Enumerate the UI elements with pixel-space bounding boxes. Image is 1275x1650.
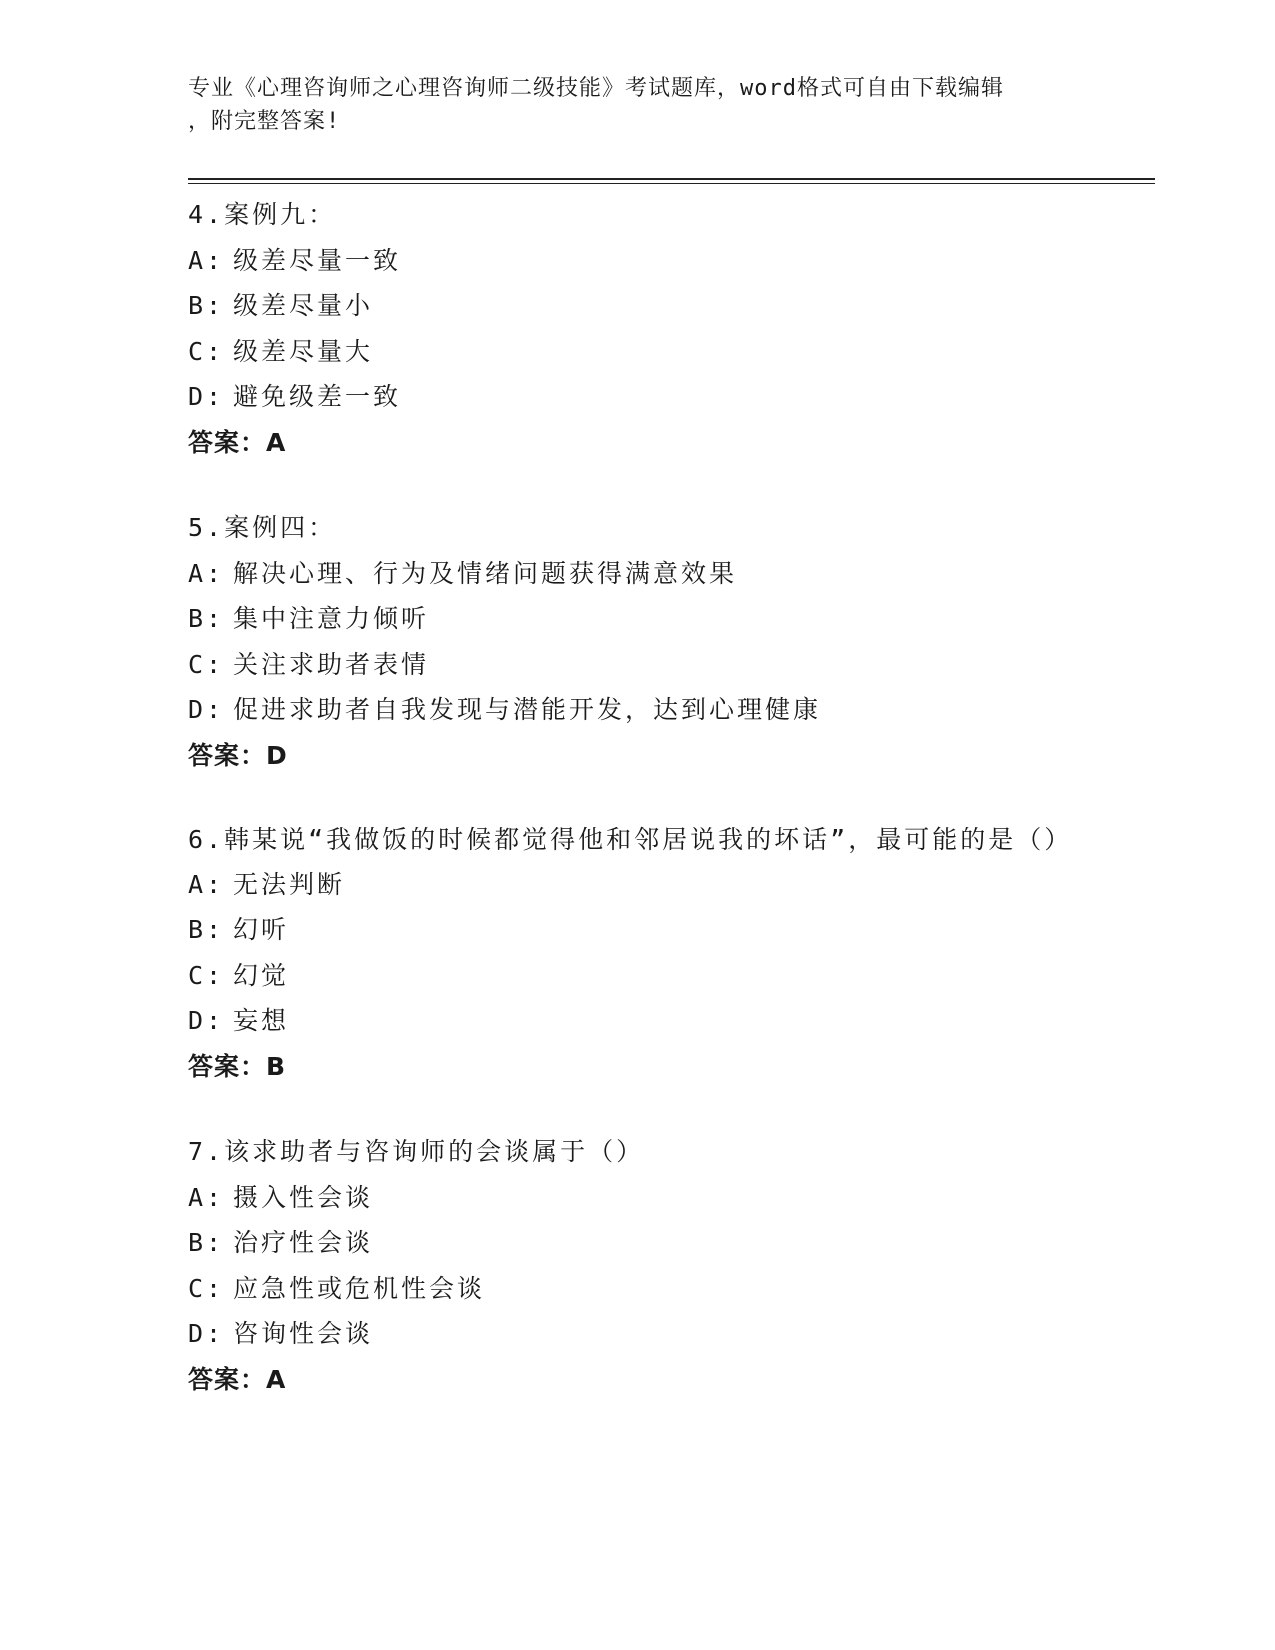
option-d: [188, 1311, 1088, 1357]
option-letter: C:: [188, 1273, 225, 1303]
header-line-1: 专业《心理咨询师之心理咨询师二级技能》考试题库，word格式可自由下载编辑: [188, 76, 1004, 101]
option-text: 级差尽量小: [233, 291, 374, 320]
option-text: 关注求助者表情: [233, 649, 430, 679]
option-d: [188, 998, 1088, 1044]
option-letter: B:: [188, 915, 225, 944]
option-text: 集中注意力倾听: [233, 604, 430, 633]
option-a: [188, 551, 1088, 597]
header-divider: [188, 178, 1155, 184]
option-text: 避免级差一致: [233, 382, 402, 411]
header-line-2: ，附完整答案!: [188, 109, 341, 134]
option-text: 咨询性会谈: [233, 1319, 374, 1348]
option-d: [188, 687, 1088, 733]
question-list: [188, 192, 1088, 1442]
option-letter: B:: [188, 604, 225, 633]
option-c: [188, 1266, 1088, 1312]
option-text: 幻觉: [233, 960, 290, 990]
option-text: 级差尽量一致: [233, 245, 402, 275]
option-text: 应急性或危机性会谈: [233, 1273, 486, 1303]
option-letter: A:: [188, 1182, 225, 1212]
option-text: 促进求助者自我发现与潜能开发，达到心理健康: [233, 695, 822, 724]
option-letter: B:: [188, 1228, 225, 1257]
option-text: 治疗性会谈: [233, 1228, 374, 1257]
question-stem: 5.案例四：: [188, 513, 337, 542]
answer-line: 答案：A: [188, 1364, 287, 1394]
answer-line: 答案：D: [188, 740, 288, 770]
option-letter: A:: [188, 245, 225, 275]
option-a: [188, 238, 1088, 284]
option-text: 妄想: [233, 1006, 290, 1035]
option-letter: D:: [188, 695, 225, 724]
option-letter: C:: [188, 649, 225, 679]
option-text: 解决心理、行为及情绪问题获得满意效果: [233, 558, 738, 588]
question-stem: 6.韩某说“我做饭的时候都觉得他和邻居说我的坏话”，最可能的是（）: [188, 825, 1073, 854]
question-4: [188, 192, 1088, 465]
option-c: [188, 329, 1088, 375]
option-b: [188, 1220, 1088, 1266]
question-6: [188, 818, 1088, 1089]
option-text: 摄入性会谈: [233, 1182, 374, 1212]
answer-line: 答案：A: [188, 427, 287, 457]
question-stem: 4.案例九：: [188, 200, 337, 229]
option-letter: D:: [188, 1006, 225, 1035]
question-7: [188, 1129, 1088, 1402]
option-letter: C:: [188, 960, 225, 990]
option-text: 级差尽量大: [233, 336, 374, 366]
option-d: [188, 374, 1088, 420]
option-letter: B:: [188, 291, 225, 320]
question-stem: 7.该求助者与咨询师的会谈属于（）: [188, 1137, 645, 1166]
option-letter: A:: [188, 869, 225, 899]
option-b: [188, 907, 1088, 953]
option-text: 无法判断: [233, 869, 346, 899]
option-letter: D:: [188, 382, 225, 411]
answer-line: 答案：B: [188, 1051, 287, 1081]
option-letter: D:: [188, 1319, 225, 1348]
option-letter: C:: [188, 336, 225, 366]
option-letter: A:: [188, 558, 225, 588]
option-b: [188, 283, 1088, 329]
document-header: [188, 72, 1068, 138]
option-text: 幻听: [233, 915, 290, 944]
question-5: [188, 505, 1088, 778]
option-b: [188, 596, 1088, 642]
option-c: [188, 642, 1088, 688]
option-c: [188, 953, 1088, 999]
option-a: [188, 862, 1088, 908]
option-a: [188, 1175, 1088, 1221]
